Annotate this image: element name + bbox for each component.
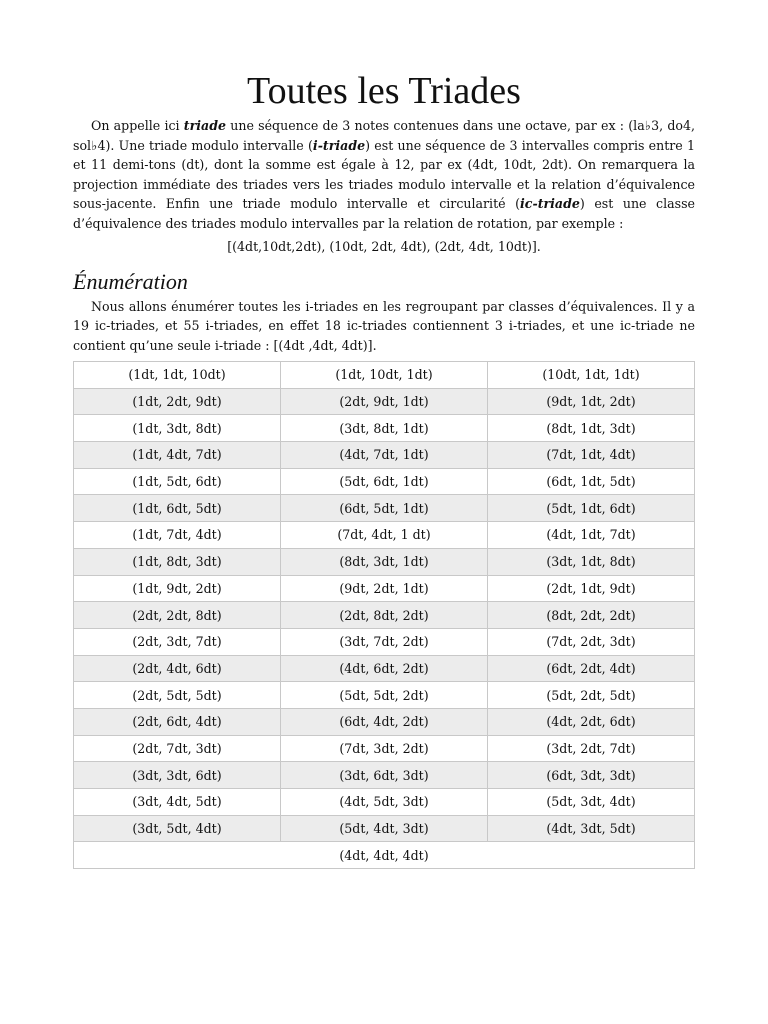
table-cell: (3dt, 1dt, 8dt) [488,548,695,575]
table-cell: (5dt, 5dt, 2dt) [281,682,488,709]
table-cell: (5dt, 1dt, 6dt) [488,495,695,522]
table-row [74,522,695,549]
table-cell: (5dt, 4dt, 3dt) [281,815,488,842]
table-row [74,708,695,735]
intro-text-4: ) est une classe d’équivalence des triades modulo intervalles par la relation de rotation, par exemple : [73,196,695,231]
term-ic-triade: ic-triade [520,196,580,211]
table-row [74,468,695,495]
term-i-triade: i-triade [312,137,366,153]
table-row [74,415,695,442]
table-cell: (1dt, 8dt, 3dt) [74,548,281,575]
intro-text-1: On appelle ici [91,118,184,133]
table-cell: (7dt, 3dt, 2dt) [281,735,488,762]
table-cell-single-triad: (4dt, 4dt, 4dt) [74,842,695,869]
section-heading: Énumération [73,268,188,294]
table-row [74,388,695,415]
triads-table-body [74,362,695,869]
table-cell: (6dt, 3dt, 3dt) [488,762,695,789]
table-cell: (5dt, 3dt, 4dt) [488,789,695,816]
table-row [74,548,695,575]
table-cell: (1dt, 2dt, 9dt) [74,388,281,415]
table-cell: (2dt, 6dt, 4dt) [74,708,281,735]
table-cell: (2dt, 5dt, 5dt) [74,682,281,709]
table-row [74,628,695,655]
table-cell: (3dt, 5dt, 4dt) [74,815,281,842]
table-cell: (1dt, 10dt, 1dt) [281,362,488,389]
table-cell: (2dt, 3dt, 7dt) [74,628,281,655]
intro-text-3: ) est une séquence de 3 intervalles compris entre 1 et 11 demi-tons (dt), dont la somme est égale à 12, par ex (4dt, 10dt, 2dt). On remarquera la projection immédiate des triades vers les triades modulo intervalle et la relation d’équivalence sous-jacente. Enfin une triade modulo intervalle et circularité ( [73,137,696,211]
table-cell: (7dt, 4dt, 1 dt) [281,522,488,549]
table-cell: (4dt, 3dt, 5dt) [488,815,695,842]
table-row [74,495,695,522]
document-page [73,66,695,869]
table-cell: (7dt, 1dt, 4dt) [488,442,695,469]
table-cell: (1dt, 9dt, 2dt) [74,575,281,602]
table-cell: (8dt, 3dt, 1dt) [281,548,488,575]
table-cell: (6dt, 2dt, 4dt) [488,655,695,682]
table-cell: (2dt, 2dt, 8dt) [74,602,281,629]
table-cell: (2dt, 4dt, 6dt) [74,655,281,682]
table-cell: (1dt, 5dt, 6dt) [74,468,281,495]
table-cell: (6dt, 4dt, 2dt) [281,708,488,735]
table-cell: (6dt, 1dt, 5dt) [488,468,695,495]
triads-table [73,361,695,869]
table-cell: (1dt, 6dt, 5dt) [74,495,281,522]
table-cell: (3dt, 4dt, 5dt) [74,789,281,816]
enumeration-paragraph: Nous allons énumérer toutes les i-triades en les regroupant par classes d’équivalences. Il y a 19 ic-triades, et 55 i-triades, en effet 18 ic-triades contiennent 3 i-triades, et une ic-triade ne contient qu’une seule i-triade : [(4dt ,4dt, 4dt)]. [73,298,695,353]
table-cell: (1dt, 1dt, 10dt) [74,362,281,389]
table-row [74,575,695,602]
table-cell: (4dt, 1dt, 7dt) [488,522,695,549]
table-row [74,362,695,389]
table-cell: (1dt, 3dt, 8dt) [74,415,281,442]
table-cell: (8dt, 1dt, 3dt) [488,415,695,442]
table-cell: (3dt, 6dt, 3dt) [281,762,488,789]
table-row-final [74,842,695,869]
table-cell: (2dt, 7dt, 3dt) [74,735,281,762]
table-cell: (9dt, 1dt, 2dt) [488,388,695,415]
table-cell: (5dt, 2dt, 5dt) [488,682,695,709]
table-cell: (4dt, 7dt, 1dt) [281,442,488,469]
table-cell: (4dt, 2dt, 6dt) [488,708,695,735]
table-cell: (1dt, 4dt, 7dt) [74,442,281,469]
intro-text-2: une séquence de 3 notes contenues dans une octave, par ex : (la♭3, do4, sol♭4). Une triade modulo intervalle ( [73,118,695,153]
table-cell: (3dt, 2dt, 7dt) [488,735,695,762]
table-cell: (7dt, 2dt, 3dt) [488,628,695,655]
table-cell: (1dt, 7dt, 4dt) [74,522,281,549]
table-row [74,762,695,789]
table-row [74,442,695,469]
table-row [74,682,695,709]
table-cell: (4dt, 6dt, 2dt) [281,655,488,682]
table-row [74,602,695,629]
table-row [74,789,695,816]
table-row [74,655,695,682]
table-cell: (3dt, 8dt, 1dt) [281,415,488,442]
table-cell: (2dt, 8dt, 2dt) [281,602,488,629]
rotation-example: [(4dt,10dt,2dt), (10dt, 2dt, 4dt), (2dt, 4dt, 10dt)]. [227,239,541,254]
table-cell: (2dt, 1dt, 9dt) [488,575,695,602]
term-triade: triade [183,118,227,133]
table-row [74,815,695,842]
intro-paragraph [73,116,695,233]
table-cell: (2dt, 9dt, 1dt) [281,388,488,415]
table-row [74,735,695,762]
table-cell: (6dt, 5dt, 1dt) [281,495,488,522]
table-cell: (8dt, 2dt, 2dt) [488,602,695,629]
table-cell: (3dt, 7dt, 2dt) [281,628,488,655]
page-title: Toutes les Triades [247,70,521,112]
table-cell: (4dt, 5dt, 3dt) [281,789,488,816]
table-cell: (10dt, 1dt, 1dt) [488,362,695,389]
table-cell: (9dt, 2dt, 1dt) [281,575,488,602]
table-cell: (5dt, 6dt, 1dt) [281,468,488,495]
table-cell: (3dt, 3dt, 6dt) [74,762,281,789]
